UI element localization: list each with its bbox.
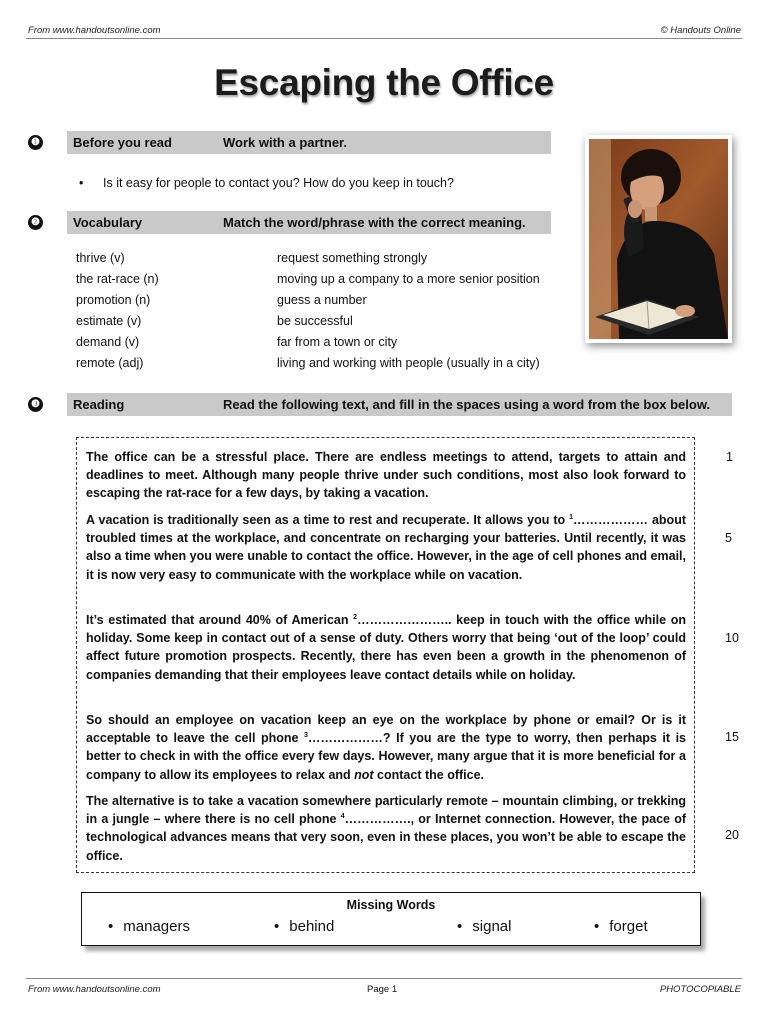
vocab-meaning: far from a town or city [277, 335, 398, 349]
footer-source: From www.handoutsonline.com [28, 984, 161, 995]
section-3-number: ❸ [28, 397, 43, 412]
line-number: 1 [726, 450, 733, 464]
paragraph-text: ……………., or Internet connection. However, the pace of technological advances means that very soon, even in these places, you won’t be able to escape the office. [86, 812, 686, 863]
footer-photocopiable: PHOTOCOPIABLE [659, 984, 741, 995]
vocab-word: the rat-race (n) [76, 272, 159, 286]
vocab-meaning: living and working with people (usually in a city) [277, 356, 540, 370]
bullet: • [274, 918, 280, 935]
missing-word [274, 918, 334, 935]
bullet: • [594, 918, 600, 935]
bullet: • [79, 176, 84, 190]
section-2-label: Vocabulary [73, 215, 143, 230]
paragraph-text: It’s estimated that around 40% of American [86, 613, 354, 627]
footer-divider [26, 978, 742, 979]
line-number: 20 [725, 828, 739, 842]
section-2-bar [67, 211, 551, 234]
header-divider [26, 38, 742, 39]
missing-words-title: Missing Words [346, 898, 436, 912]
missing-words-box [81, 892, 701, 946]
paragraph-text: The alternative is to take a vacation somewhere particularly remote – mountain climbing, or trekking in a jungle – where there is no cell phone [86, 794, 686, 827]
vocab-word: remote (adj) [76, 356, 144, 370]
paragraph-text: ……………… about troubled times at the workplace, and concentrate on recharging your batteries. Until recently, it was also a time when you were unable to contact the office. However, in the age of cell phones and email, it is now very easy to communicate with the workplace while on vacation. [86, 513, 686, 582]
section-3-bar [67, 393, 732, 416]
paragraph-text: contact the office. [373, 767, 485, 782]
gap-number: 3 [304, 732, 308, 740]
section-1-number: ❶ [28, 135, 43, 150]
gap-number: 2 [353, 613, 358, 621]
header-source: From www.handoutsonline.com [28, 25, 161, 36]
woman-on-phone-photo [585, 135, 732, 343]
paragraph-text: ………………….. keep in touch with the office while on holiday. Some keep in contact out of a sense of duty. Others worry that being ‘out of the loop’ could affect future promotion prospects. Recently, there has even been a growth in the phenomenon of companies demanding that their employees leave contact details while on holiday. [86, 613, 686, 682]
section-3-instruction: Read the following text, and fill in the spaces using a word from the box below. [223, 397, 711, 412]
vocab-meaning: be successful [277, 314, 353, 328]
word: forget [609, 918, 648, 935]
missing-word [108, 918, 190, 935]
reading-paragraph-2 [86, 511, 686, 584]
section-2-instruction: Match the word/phrase with the correct meaning. [223, 215, 526, 230]
vocab-meaning: moving up a company to a more senior position [277, 272, 540, 286]
header-copyright: © Handouts Online [660, 25, 741, 36]
word: managers [123, 918, 190, 935]
section-1-bar [67, 131, 551, 154]
question-text: Is it easy for people to contact you? How do you keep in touch? [103, 176, 454, 190]
vocab-word: thrive (v) [76, 251, 125, 265]
gap-number: 1 [569, 513, 574, 521]
paragraph-text: So should an employee on vacation keep an eye on the workplace by phone or email? Or is it acceptable to leave the cell phone [86, 713, 686, 746]
paragraph-text: A vacation is traditionally seen as a time to rest and recuperate. It allows you to [86, 513, 570, 527]
reading-paragraph-1: The office can be a stressful place. There are endless meetings to attend, targets to attain and deadlines to meet. Although many people thrive under such conditions, most also look forward to escaping the rat-race for a few days, by taking a vacation. [86, 450, 686, 501]
reading-paragraph-3 [86, 611, 686, 684]
section-1-instruction: Work with a partner. [223, 135, 348, 150]
word: signal [472, 918, 512, 935]
bullet: • [457, 918, 463, 935]
vocab-meaning: guess a number [277, 293, 367, 307]
reading-paragraph-4 [86, 711, 686, 784]
word: behind [289, 918, 335, 935]
vocab-word: promotion (n) [76, 293, 151, 307]
vocab-word: demand (v) [76, 335, 140, 349]
section-1-label: Before you read [73, 135, 172, 150]
vocab-word: estimate (v) [76, 314, 142, 328]
gap-number: 4 [340, 813, 345, 821]
reading-paragraph-5 [86, 792, 686, 865]
section-2-number: ❷ [28, 215, 43, 230]
bullet: • [108, 918, 114, 935]
emphasis-text: not [354, 767, 374, 782]
line-number: 5 [725, 531, 732, 545]
page-title: Escaping the Office [214, 62, 554, 103]
missing-word [594, 918, 648, 935]
page-number: Page 1 [367, 984, 398, 995]
line-number: 10 [725, 631, 739, 645]
missing-word [457, 918, 511, 935]
vocab-meaning: request something strongly [277, 251, 428, 265]
section-3-label: Reading [73, 397, 125, 412]
line-number: 15 [725, 730, 739, 744]
paragraph-text: ………………? If you are the type to worry, then perhaps it is better to check in with the office every few days. However, many argue that it is more beneficial for a company to allow its employees to relax and [86, 731, 686, 782]
